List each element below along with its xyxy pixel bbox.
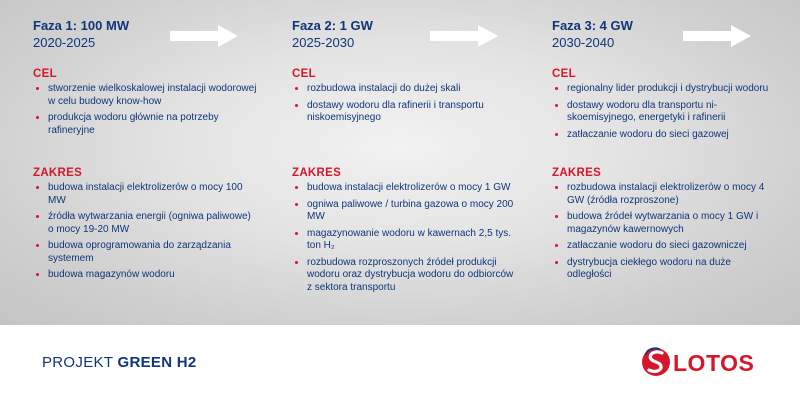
phase-years: 2030-2040	[552, 35, 615, 50]
list-item: stworzenie wielkoskalowej instalacji wodorowej w celu budowy know-how	[33, 83, 258, 108]
zakres-list	[33, 182, 258, 286]
list-item: rozbudowa rozproszonych źródeł produkcji wodoru oraz dystrybucja wodoru do odbiorców z sektora transportu	[292, 257, 517, 295]
project-title	[42, 354, 197, 371]
zakres-heading: ZAKRES	[552, 167, 602, 179]
phase-title: Faza 1: 100 MW	[33, 18, 130, 33]
zakres-heading: ZAKRES	[292, 167, 342, 179]
list-item: zatłaczanie wodoru do sieci gazowniczej	[552, 240, 777, 253]
list-item: dostawy wodoru dla transportu ni-skoemisyjnego, energetyki i rafinerii	[552, 100, 777, 125]
logo-wordmark: LOTOS	[673, 350, 755, 376]
project-title-name: GREEN H2	[117, 354, 197, 371]
phase-years: 2025-2030	[292, 35, 355, 50]
list-item: dostawy wodoru dla rafinerii i transportu niskoemisyjnego	[292, 100, 517, 125]
project-title-prefix: PROJEKT	[42, 354, 118, 371]
zakres-list	[292, 182, 517, 298]
list-item: ogniwa paliwowe / turbina gazowa o mocy 200 MW	[292, 199, 517, 224]
cel-heading: CEL	[33, 68, 57, 80]
list-item: rozbudowa instalacji do dużej skali	[292, 83, 517, 96]
arrow-right-icon	[430, 25, 498, 47]
footer-bar	[0, 325, 800, 400]
arrow-right-icon	[683, 25, 751, 47]
list-item: magazynowanie wodoru w kawernach 2,5 tys. ton H₂	[292, 228, 517, 253]
list-item: regionalny lider produkcji i dystrybucji wodoru	[552, 83, 777, 96]
zakres-list	[552, 182, 777, 286]
lotos-emblem-icon	[641, 345, 671, 379]
lotos-logo	[641, 345, 761, 379]
list-item: rozbudowa instalacji elektrolizerów o mocy 4 GW (źródła rozproszone)	[552, 182, 777, 207]
list-item: źródła wytwarzania energii (ogniwa paliwowe) o mocy 19-20 MW	[33, 211, 258, 236]
zakres-heading: ZAKRES	[33, 167, 83, 179]
list-item: budowa instalacji elektrolizerów o mocy 1 GW	[292, 182, 517, 195]
list-item: budowa instalacji elektrolizerów o mocy 100 MW	[33, 182, 258, 207]
cel-heading: CEL	[292, 68, 316, 80]
phase-title: Faza 2: 1 GW	[292, 18, 373, 33]
list-item: produkcja wodoru głównie na potrzeby rafineryjne	[33, 112, 258, 137]
phase-title: Faza 3: 4 GW	[552, 18, 633, 33]
cel-heading: CEL	[552, 68, 576, 80]
cel-list	[33, 83, 258, 141]
list-item: budowa źródeł wytwarzania o mocy 1 GW i magazynów kawernowych	[552, 211, 777, 236]
cel-list	[552, 83, 777, 145]
list-item: budowa magazynów wodoru	[33, 269, 258, 282]
list-item: budowa oprogramowania do zarządzania systemem	[33, 240, 258, 265]
cel-list	[292, 83, 517, 129]
list-item: zatłaczanie wodoru do sieci gazowej	[552, 129, 777, 142]
phase-years: 2020-2025	[33, 35, 96, 50]
list-item: dystrybucja ciekłego wodoru na duże odległości	[552, 257, 777, 282]
arrow-right-icon	[170, 25, 238, 47]
